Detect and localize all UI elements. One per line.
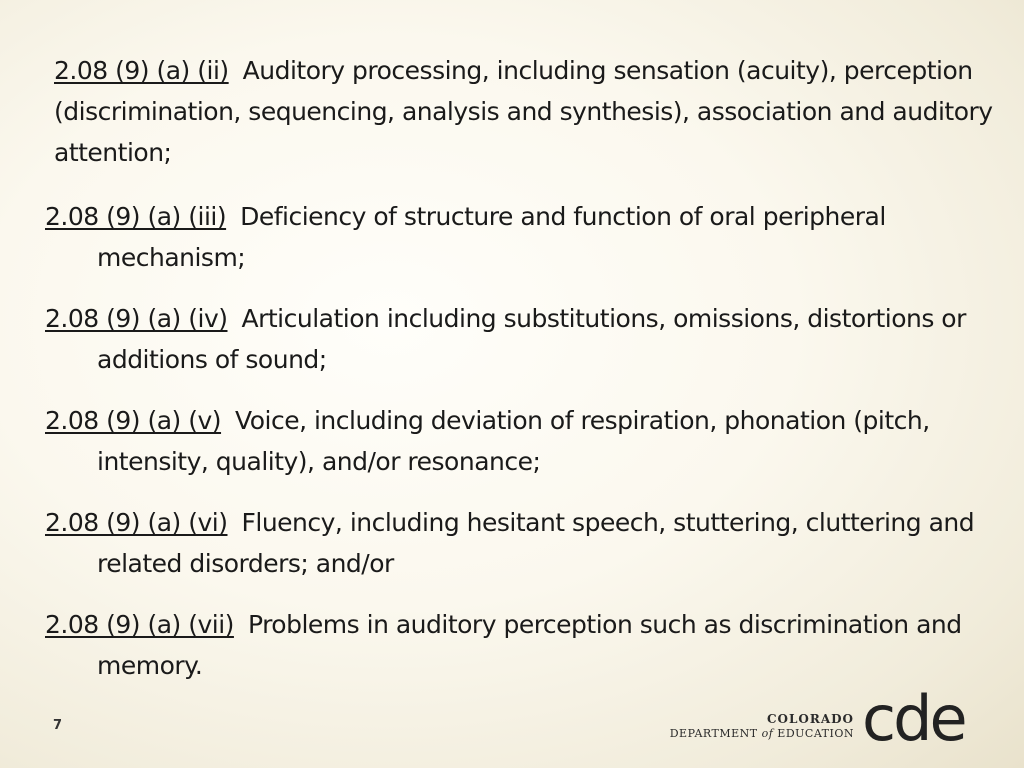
intro-text: Auditory processing, including sensation (acuity), perception (discrimination, sequencing, analysis and synthesis), association and auditory attention;: [54, 56, 993, 167]
item-text: Deficiency of structure and function of oral peripheral mechanism;: [97, 202, 886, 272]
list-item: [45, 400, 975, 482]
item-code: 2.08 (9) (a) (iv): [45, 304, 228, 333]
logo-education-text: EDUCATION: [773, 727, 854, 740]
item-text: Articulation including substitutions, omissions, distortions or additions of sound;: [97, 304, 966, 374]
list-item: [45, 298, 975, 380]
list-item: [45, 196, 975, 278]
regulation-list: [45, 196, 975, 706]
item-code: 2.08 (9) (a) (vi): [45, 508, 228, 537]
logo-wordmark: [670, 712, 854, 741]
item-code: 2.08 (9) (a) (vii): [45, 610, 234, 639]
page-number: 7: [53, 718, 63, 733]
logo-line-department: [670, 727, 854, 741]
cde-logo: [669, 692, 990, 748]
logo-department-text: DEPARTMENT: [669, 727, 762, 740]
intro-code: 2.08 (9) (a) (ii): [54, 56, 229, 85]
item-code: 2.08 (9) (a) (v): [45, 406, 222, 435]
cde-mark-text: cde: [862, 692, 965, 748]
intro-paragraph: [54, 50, 994, 173]
logo-line-colorado: COLORADO: [766, 712, 854, 726]
item-text: Fluency, including hesitant speech, stuttering, cluttering and related disorders; and/or: [97, 508, 975, 578]
list-item: [45, 604, 975, 686]
cde-logo-mark: [862, 692, 990, 748]
list-item: [45, 502, 975, 584]
item-text: Problems in auditory perception such as discrimination and memory.: [97, 610, 962, 680]
logo-of-text: of: [761, 727, 774, 740]
item-code: 2.08 (9) (a) (iii): [45, 202, 227, 231]
item-text: Voice, including deviation of respiration, phonation (pitch, intensity, quality), and/or resonance;: [97, 406, 930, 476]
